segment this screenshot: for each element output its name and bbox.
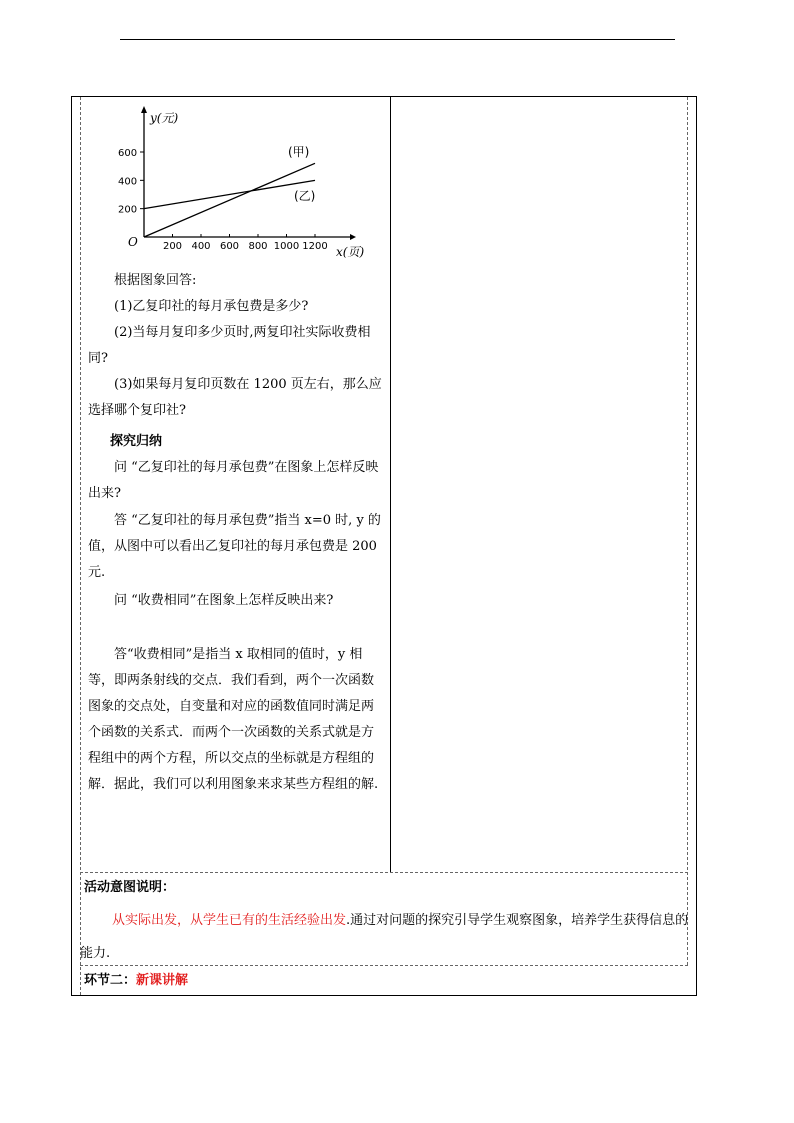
- x-tick-label: 1200: [302, 241, 328, 252]
- y-tick-label: 200: [118, 204, 138, 216]
- intro-text: 根据图象回答:: [114, 273, 197, 288]
- answer-1: 答 “乙复印社的每月承包费”指当 x=0 时, y 的值，从图中可以看出乙复印社的每月承包费是 200 元.: [88, 513, 381, 580]
- x-tick-label: 1000: [273, 241, 300, 252]
- inner-left-border: [80, 97, 81, 995]
- fee-graph: [110, 100, 380, 265]
- series-jia-label: (甲): [288, 145, 310, 159]
- intent-heading: 活动意图说明：: [84, 880, 176, 895]
- y-axis-arrow: [141, 106, 147, 113]
- x-tick-label: 800: [248, 241, 268, 252]
- column-divider: [390, 97, 391, 872]
- y-tick-label: 600: [118, 148, 138, 159]
- x-axis-arrow: [350, 234, 356, 240]
- question-3: (3)如果每月复印页数在 1200 页左右，那么应选择哪个复印社?: [88, 377, 382, 418]
- section-heading: 探究归纳: [110, 434, 163, 449]
- question-1: (1)乙复印社的每月承包费是多少?: [114, 299, 309, 314]
- x-tick-label: 200: [162, 241, 183, 252]
- inner-right-border: [687, 97, 688, 965]
- y-tick-label: 400: [118, 176, 138, 188]
- ask-1: 问 “乙复印社的每月承包费”在图象上怎样反映出来?: [88, 460, 379, 501]
- intent-red-text: 从实际出发，从学生已有的生活经验出发: [112, 913, 347, 928]
- series-jia-line: [144, 163, 315, 237]
- intent-paragraph: [80, 904, 695, 970]
- row-divider-1: [80, 872, 688, 873]
- series-yi-line: [144, 180, 315, 208]
- section2-line: [84, 969, 188, 988]
- x-axis-label: x(页): [336, 245, 365, 259]
- section2-title: 新课讲解: [136, 973, 189, 988]
- x-tick-label: 400: [191, 241, 211, 252]
- section2-prefix: 环节二：: [84, 973, 137, 988]
- intent-rest-text: .通过对问题的探究引导学生观察图象，培养学生获得信息的能力.: [80, 913, 689, 961]
- series-yi-label: (乙): [294, 189, 316, 203]
- header-rule: [120, 39, 675, 40]
- origin-label: O: [128, 235, 138, 249]
- ask-2: 问 “收费相同”在图象上怎样反映出来?: [114, 593, 334, 608]
- question-2: (2)当每月复印多少页时,两复印社实际收费相同?: [88, 325, 371, 366]
- x-tick-label: 600: [219, 241, 240, 252]
- y-axis-label: y(元): [150, 111, 179, 125]
- answer-2: 答“收费相同”是指当 x 取相同的值时，y 相等，即两条射线的交点．我们看到，两个一次函数图象的交点处，自变量和对应的函数值同时满足两个函数的关系式．而两个一次函数的关系式就是方程组中的两个方程，所以交点的坐标就是方程组的解．据此，我们可以利用图象来求某些方程组的解.: [88, 647, 379, 792]
